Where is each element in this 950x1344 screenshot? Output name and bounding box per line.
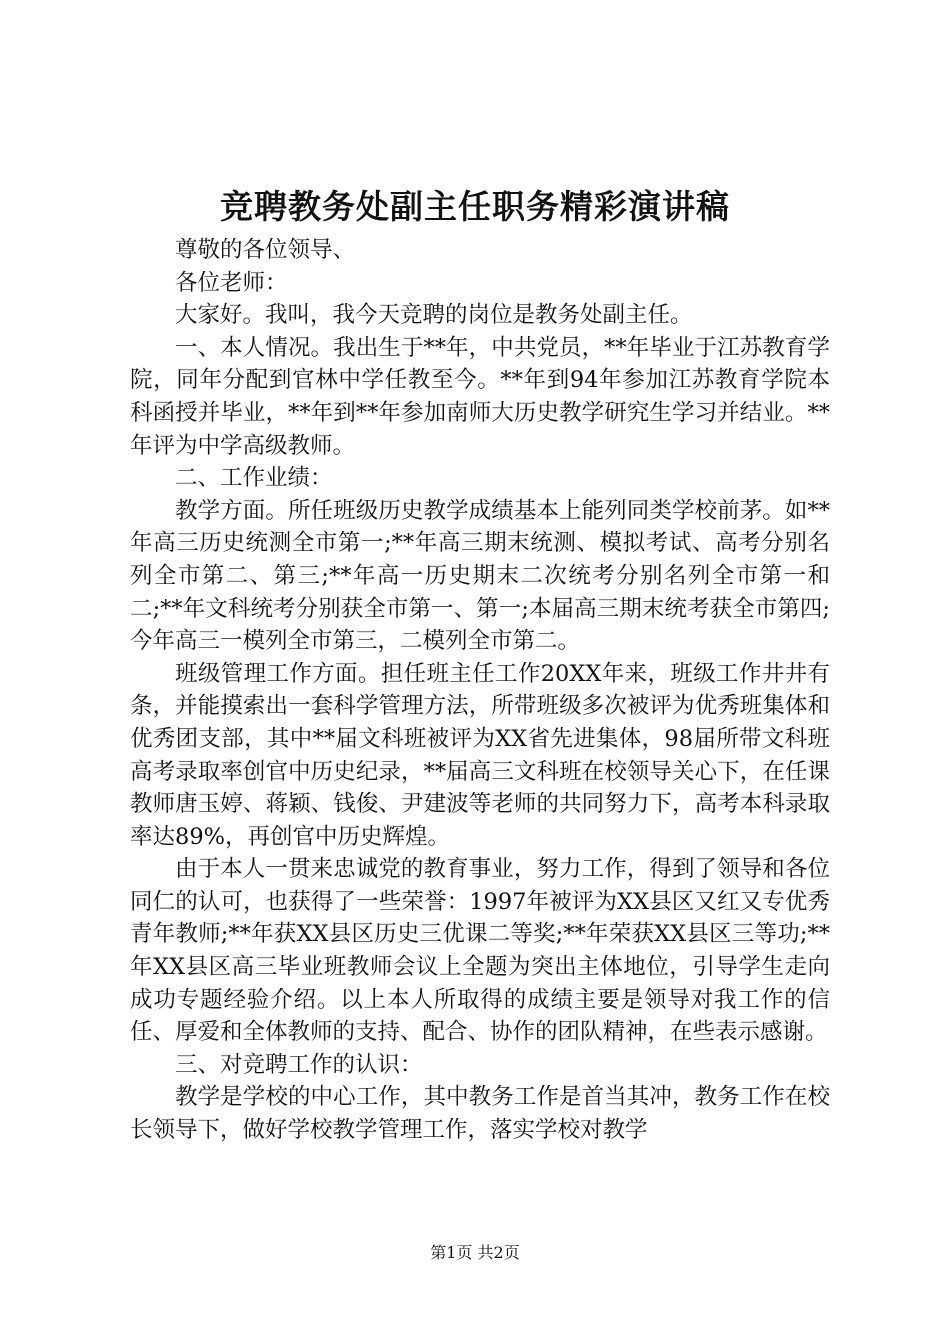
understanding-paragraph: 教学是学校的中心工作，其中教务工作是首当其冲，教务工作在校长领导下，做好学校教学管理工作，落实学校对教学: [130, 1084, 830, 1144]
page-footer: 第1页 共2页: [430, 1243, 520, 1262]
class-management-paragraph: 班级管理工作方面。担任班主任工作20XX年来，班级工作井井有条，并能摸索出一套科学管理方法，所带班级多次被评为优秀班集体和优秀团支部，其中**届文科班被评为XX省先进集体，98届所带文科班高考录取率创官中历史纪录，**届高三文科班在校领导关心下，在任课教师唐玉婷、蒋颖、钱俊、尹建波等老师的共同努力下，高考本科录取率达89%，再创官中历史辉煌。: [130, 660, 830, 850]
personal-info-paragraph: 一、本人情况。我出生于**年，中共党员，**年毕业于江苏教育学院，同年分配到官林中学任教至今。**年到94年参加江苏教育学院本科函授并毕业，**年到**年参加南师大历史教学研究生学习并结业。**年评为中学高级教师。: [130, 334, 830, 459]
teaching-paragraph: 教学方面。所任班级历史教学成绩基本上能列同类学校前茅。如**年高三历史统测全市第一;**年高三期末统测、模拟考试、高考分别名列全市第二、第三;**年高一历史期末二次统考分别名列全市第一和二;**年文科统考分别获全市第一、第一;本届高三期末统考获全市第四;今年高三一模列全市第三，二模列全市第二。: [130, 497, 830, 655]
greeting-paragraph: 大家好。我叫，我今天竞聘的岗位是教务处副主任。: [175, 302, 693, 329]
salutation-line-1: 尊敬的各位领导、: [175, 237, 356, 263]
honors-paragraph: 由于本人一贯来忠诚党的教育事业，努力工作，得到了领导和各位同仁的认可，也获得了一些荣誉：1997年被评为XX县区又红又专优秀青年教师;**年获XX县区历史三优课二等奖;**年荣获XX县区三等功;**年XX县区高三毕业班教师会议上全题为突出主体地位，引导学生走向成功专题经验介绍。以上本人所取得的成绩主要是领导对我工作的信任、厚爱和全体教师的支持、配合、协作的团队精神，在些表示感谢。: [130, 856, 830, 1046]
section-heading-understanding: 三、对竞聘工作的认识：: [175, 1051, 423, 1078]
section-heading-achievements: 二、工作业绩：: [175, 465, 333, 492]
salutation-line-2: 各位老师：: [175, 269, 288, 296]
document-title: 竞聘教务处副主任职务精彩演讲稿: [220, 187, 730, 226]
document-body: [130, 234, 830, 1147]
